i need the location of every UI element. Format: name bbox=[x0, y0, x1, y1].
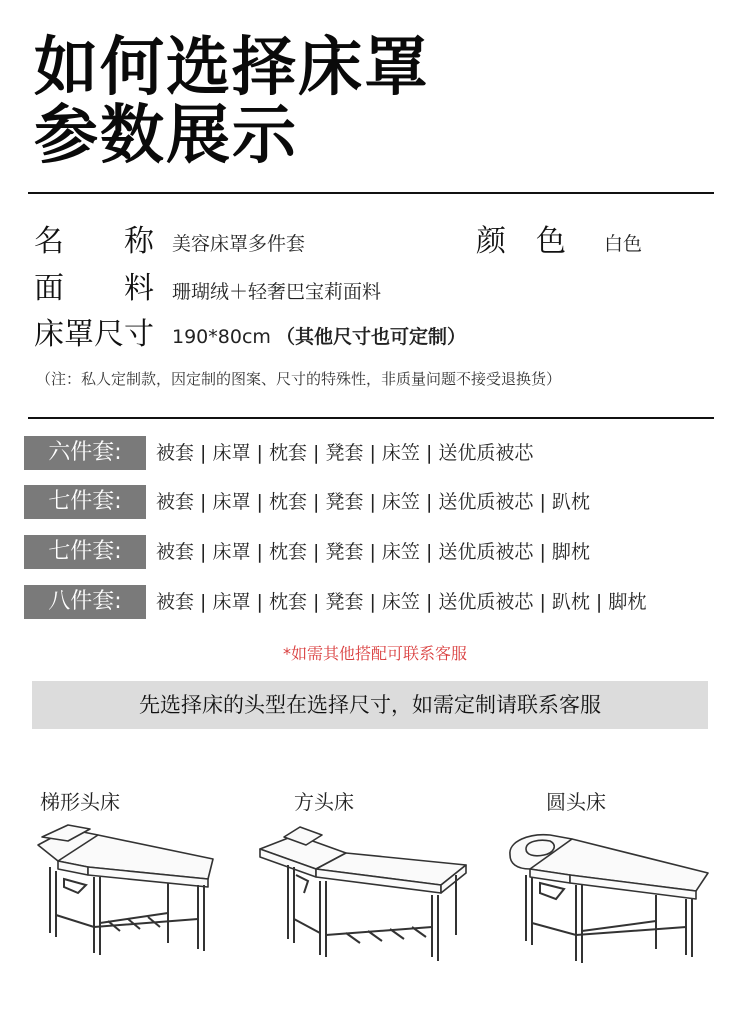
name-label: 名 称 bbox=[34, 224, 154, 259]
size-note: （其他尺寸也可定制） bbox=[276, 326, 467, 348]
bed-label-square: 方头床 bbox=[294, 790, 354, 814]
square-head-bed-icon bbox=[256, 815, 471, 970]
instruction-banner: 先选择床的头型在选择尺寸，如需定制请联系客服 bbox=[32, 681, 708, 729]
set-badge: 七件套: bbox=[24, 535, 146, 569]
size-label: 床罩尺寸 bbox=[34, 317, 154, 352]
divider-middle bbox=[28, 417, 714, 419]
bed-label-round: 圆头床 bbox=[546, 790, 606, 814]
disclaimer-note: （注：私人定制款，因定制的图案、尺寸的特殊性，非质量问题不接受退换货） bbox=[36, 370, 562, 388]
round-head-bed-icon bbox=[500, 815, 720, 970]
trapezoid-head-bed-icon bbox=[28, 815, 228, 965]
page-title: 如何选择床罩 bbox=[34, 31, 430, 105]
set-badge: 六件套: bbox=[24, 436, 146, 470]
custom-combo-note: *如需其他搭配可联系客服 bbox=[282, 644, 467, 663]
set-items: 被套 | 床罩 | 枕套 | 凳套 | 床笠 | 送优质被芯 | 趴枕 | 脚枕 bbox=[156, 591, 647, 613]
material-value: 珊瑚绒＋轻奢巴宝莉面料 bbox=[172, 281, 382, 303]
set-items: 被套 | 床罩 | 枕套 | 凳套 | 床笠 | 送优质被芯 | 趴枕 bbox=[156, 491, 590, 513]
color-value: 白色 bbox=[604, 233, 643, 255]
set-badge: 七件套: bbox=[24, 485, 146, 519]
material-label: 面 料 bbox=[34, 271, 154, 306]
set-items: 被套 | 床罩 | 枕套 | 凳套 | 床笠 | 送优质被芯 | 脚枕 bbox=[156, 541, 590, 563]
set-badge: 八件套: bbox=[24, 585, 146, 619]
page-subtitle: 参数展示 bbox=[34, 99, 298, 173]
size-value: 190*80cm bbox=[172, 326, 271, 348]
set-items: 被套 | 床罩 | 枕套 | 凳套 | 床笠 | 送优质被芯 bbox=[156, 442, 534, 464]
bed-label-trapezoid: 梯形头床 bbox=[40, 790, 120, 814]
divider-top bbox=[28, 192, 714, 194]
name-value: 美容床罩多件套 bbox=[172, 233, 306, 255]
color-label: 颜 色 bbox=[476, 224, 566, 259]
